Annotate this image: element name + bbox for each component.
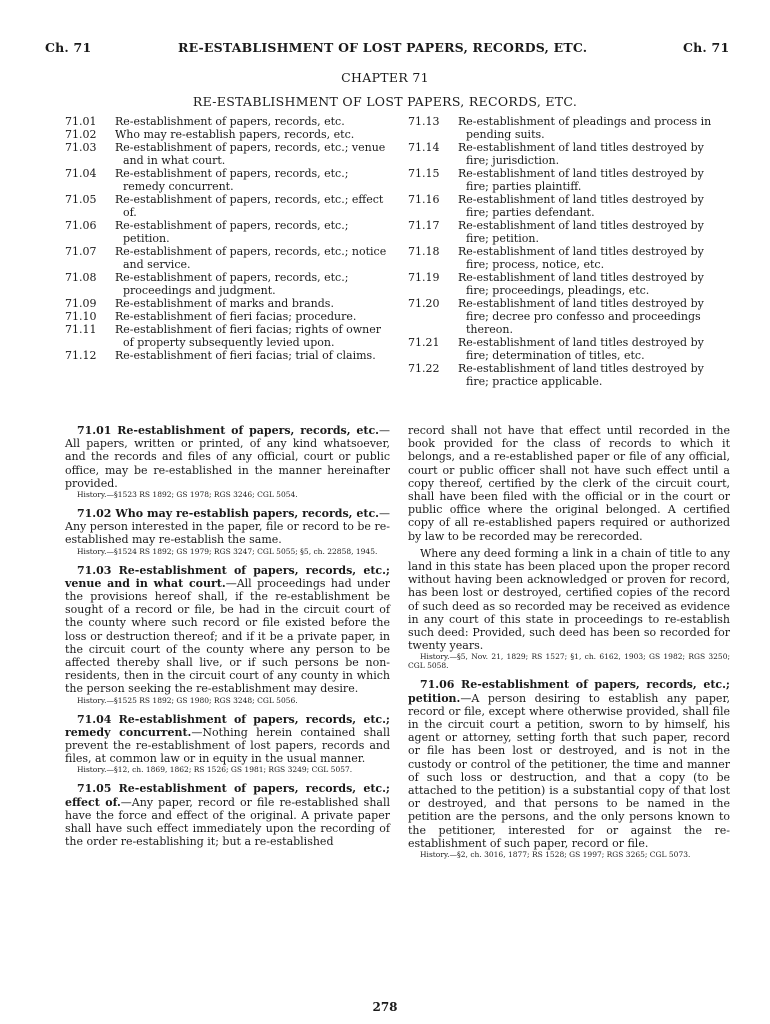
toc-entry	[408, 336, 730, 362]
toc-entry	[408, 219, 730, 245]
toc-number: 71.14	[408, 141, 440, 154]
section-71-05-paragraph: Where any deed forming a link in a chain of title to any land in this state has been placed upon the proper record without having been acknowledged or proven for record, has been lost or destroyed, certified copies of the record of such deed as so recorded may be received as evidence in any court of this state in proceedings to re-establish such deed: Provided, such deed has been so recorded for twenty years.	[408, 546, 730, 653]
toc-text: Re-establishment of papers, records, etc.; remedy concurrent.	[115, 167, 349, 193]
toc-entry	[408, 141, 730, 167]
toc-entry	[408, 271, 730, 297]
toc-number: 71.17	[408, 219, 440, 232]
toc-text: Re-establishment of pleadings and process in pending suits.	[458, 115, 712, 141]
section-heading: 71.01 Re-establishment of papers, records, etc.	[77, 424, 379, 437]
section-71-02	[65, 507, 390, 547]
toc-number: 71.15	[408, 167, 440, 180]
toc-number: 71.01	[65, 115, 97, 128]
body-right-column	[408, 424, 730, 859]
section-71-04	[65, 713, 390, 766]
section-71-01	[65, 424, 390, 490]
toc-entry	[408, 115, 730, 141]
running-header-left: Ch. 71	[45, 40, 92, 55]
toc-number: 71.13	[408, 115, 440, 128]
toc-text: Re-establishment of land titles destroyed by fire; petition.	[458, 219, 704, 245]
section-history: History.—§1523 RS 1892; GS 1978; RGS 3246; CGL 5054.	[77, 490, 298, 500]
toc-text: Re-establishment of papers, records, etc.	[115, 115, 345, 128]
section-71-03	[65, 564, 390, 696]
section-body: —A person desiring to establish any paper, record or file, except where otherwise provided, shall file in the circuit court a petition, sworn to by himself, his agent or attorney, setting forth that such paper, record or file has been lost or destroyed, and is not in the custody or control of the petitioner, the time and manner of such loss or destruction, and that a copy (to be attached to the petition) is a substantial copy of that lost or destroyed, and that persons to be named in the petition are the persons, and the only persons known to the petitioner, interested for or against the re-establishment of such paper, record or file.	[408, 691, 730, 850]
section-body: —All proceedings had under the provisions hereof shall, if the re-establishment be sought of a record or file, be had in the circuit court of the county where such record or file existed before the loss or destruction thereof; and if it be a private paper, in the circuit court of the county where any person to be affected thereby shall live, or if such persons be non-residents, then in the circuit court of any county in which the person seeking the re-establishment may desire.	[65, 576, 390, 696]
toc-entry	[65, 128, 390, 141]
toc-text: Re-establishment of papers, records, etc.; proceedings and judgment.	[115, 271, 349, 297]
toc-number: 71.05	[65, 193, 97, 206]
toc-left-column	[65, 115, 390, 362]
toc-entry	[408, 193, 730, 219]
section-heading: 71.02 Who may re-establish papers, records, etc.	[77, 507, 379, 521]
section-heading: 71.04 Re-establishment of papers, records, etc.; remedy concurrent.	[65, 712, 390, 739]
toc-number: 71.09	[65, 297, 97, 310]
running-header-title: RE-ESTABLISHMENT OF LOST PAPERS, RECORDS, ETC.	[178, 40, 588, 55]
toc-text: Re-establishment of papers, records, etc.; venue and in what court.	[115, 141, 386, 167]
toc-number: 71.07	[65, 245, 97, 258]
section-71-05	[65, 782, 390, 848]
toc-entry	[65, 167, 390, 193]
section-heading: 71.06 Re-establishment of papers, records, etc.; petition.	[408, 678, 730, 705]
section-history: History.—§1525 RS 1892; GS 1980; RGS 3248; CGL 5056.	[77, 695, 298, 705]
toc-number: 71.03	[65, 141, 97, 154]
toc-text: Re-establishment of papers, records, etc.; effect of.	[115, 193, 384, 219]
toc-text: Re-establishment of land titles destroyed by fire; jurisdiction.	[458, 141, 704, 167]
section-history: History.—§2, ch. 3016, 1877; RS 1528; GS 1997; RGS 3265; CGL 5073.	[420, 850, 691, 860]
toc-entry	[65, 115, 390, 128]
page-number: 278	[372, 1000, 398, 1014]
chapter-title: CHAPTER 71	[341, 70, 429, 85]
section-body: —All papers, written or printed, of any kind whatsoever, and the records and files of any official, court or public office, may be re-established in the manner hereinafter provided.	[65, 424, 390, 490]
toc-number: 71.19	[408, 271, 440, 284]
section-71-05-continuation: record shall not have that effect until recorded in the book provided for the class of records to which it belongs, and a re-established paper or file of any official, court or public officer shall not have such effect until a copy thereof, certified by the clerk of the circuit court, shall have been filed with the official or in the court or public office where the original belonged. A certified copy of all re-established papers required or authorized by law to be recorded may be rerecorded.	[408, 424, 730, 543]
toc-entry	[65, 271, 390, 297]
toc-text: Re-establishment of land titles destroyed by fire; parties plaintiff.	[458, 167, 704, 193]
toc-text: Re-establishment of papers, records, etc.; notice and service.	[115, 245, 387, 271]
section-history: History.—§5, Nov. 21, 1829; RS 1527; §1, ch. 6162, 1903; GS 1982; RGS 3250; CGL 5058.	[408, 652, 730, 671]
toc-text: Re-establishment of land titles destroyed by fire; parties defendant.	[458, 193, 704, 219]
chapter-subtitle: RE-ESTABLISHMENT OF LOST PAPERS, RECORDS, ETC.	[192, 94, 578, 109]
toc-entry	[65, 219, 390, 245]
toc-number: 71.18	[408, 245, 440, 258]
toc-entry	[408, 245, 730, 271]
toc-number: 71.20	[408, 297, 440, 310]
toc-number: 71.06	[65, 219, 97, 232]
toc-number: 71.21	[408, 336, 440, 349]
section-71-06	[408, 678, 730, 850]
running-header-right: Ch. 71	[683, 40, 730, 55]
toc-right-column	[408, 115, 730, 388]
section-body: —Any person interested in the paper, file or record to be re-established may re-establish the same.	[65, 507, 390, 547]
section-body: —Nothing herein contained shall prevent the re-establishment of lost papers, records and files, at common law or in equity in the usual manner.	[65, 725, 390, 766]
toc-number: 71.08	[65, 271, 97, 284]
toc-entry	[65, 141, 390, 167]
toc-number: 71.10	[65, 310, 97, 323]
body-left-column	[65, 424, 390, 848]
toc-text: Re-establishment of land titles destroyed by fire; proceedings, pleadings, etc.	[458, 271, 704, 297]
section-body: —Any paper, record or file re-established shall have the force and effect of the original. A private paper shall have such effect immediately upon the recording of the order re-establishing it; but a re-established	[65, 795, 390, 849]
toc-text: Re-establishment of papers, records, etc.; petition.	[115, 219, 349, 245]
section-heading: 71.03 Re-establishment of papers, records, etc.; venue and in what court.	[65, 563, 390, 590]
toc-text: Re-establishment of land titles destroyed by fire; determination of titles, etc.	[458, 336, 704, 362]
toc-entry	[65, 245, 390, 271]
section-history: History.—§12, ch. 1869, 1862; RS 1526; GS 1981; RGS 3249; CGL 5057.	[77, 765, 353, 775]
toc-number: 71.11	[65, 323, 97, 336]
toc-text: Who may re-establish papers, records, etc.	[115, 128, 355, 141]
toc-text: Re-establishment of land titles destroyed by fire; practice applicable.	[458, 362, 704, 388]
toc-text: Re-establishment of fieri facias; rights of owner of property subsequently levied upon.	[115, 323, 381, 349]
section-heading: 71.05 Re-establishment of papers, records, etc.; effect of.	[65, 782, 390, 809]
toc-text: Re-establishment of land titles destroyed by fire; process, notice, etc.	[458, 245, 704, 271]
toc-entry	[65, 310, 390, 323]
section-history: History.—§1524 RS 1892; GS 1979; RGS 3247; CGL 5055; §5, ch. 22858, 1945.	[77, 546, 378, 556]
toc-number: 71.04	[65, 167, 97, 180]
toc-text: Re-establishment of fieri facias; trial of claims.	[115, 349, 376, 362]
toc-number: 71.12	[65, 349, 97, 362]
toc-text: Re-establishment of land titles destroyed by fire; decree pro confesso and proceedings thereon.	[458, 297, 704, 336]
toc-entry	[65, 323, 390, 349]
toc-text: Re-establishment of marks and brands.	[115, 297, 334, 310]
toc-entry	[408, 297, 730, 336]
toc-entry	[408, 167, 730, 193]
toc-number: 71.16	[408, 193, 440, 206]
toc-entry	[65, 297, 390, 310]
toc-text: Re-establishment of fieri facias; procedure.	[115, 310, 357, 323]
toc-number: 71.22	[408, 362, 440, 375]
toc-number: 71.02	[65, 128, 97, 141]
toc-entry	[65, 193, 390, 219]
toc-entry	[408, 362, 730, 388]
toc-entry	[65, 349, 390, 362]
